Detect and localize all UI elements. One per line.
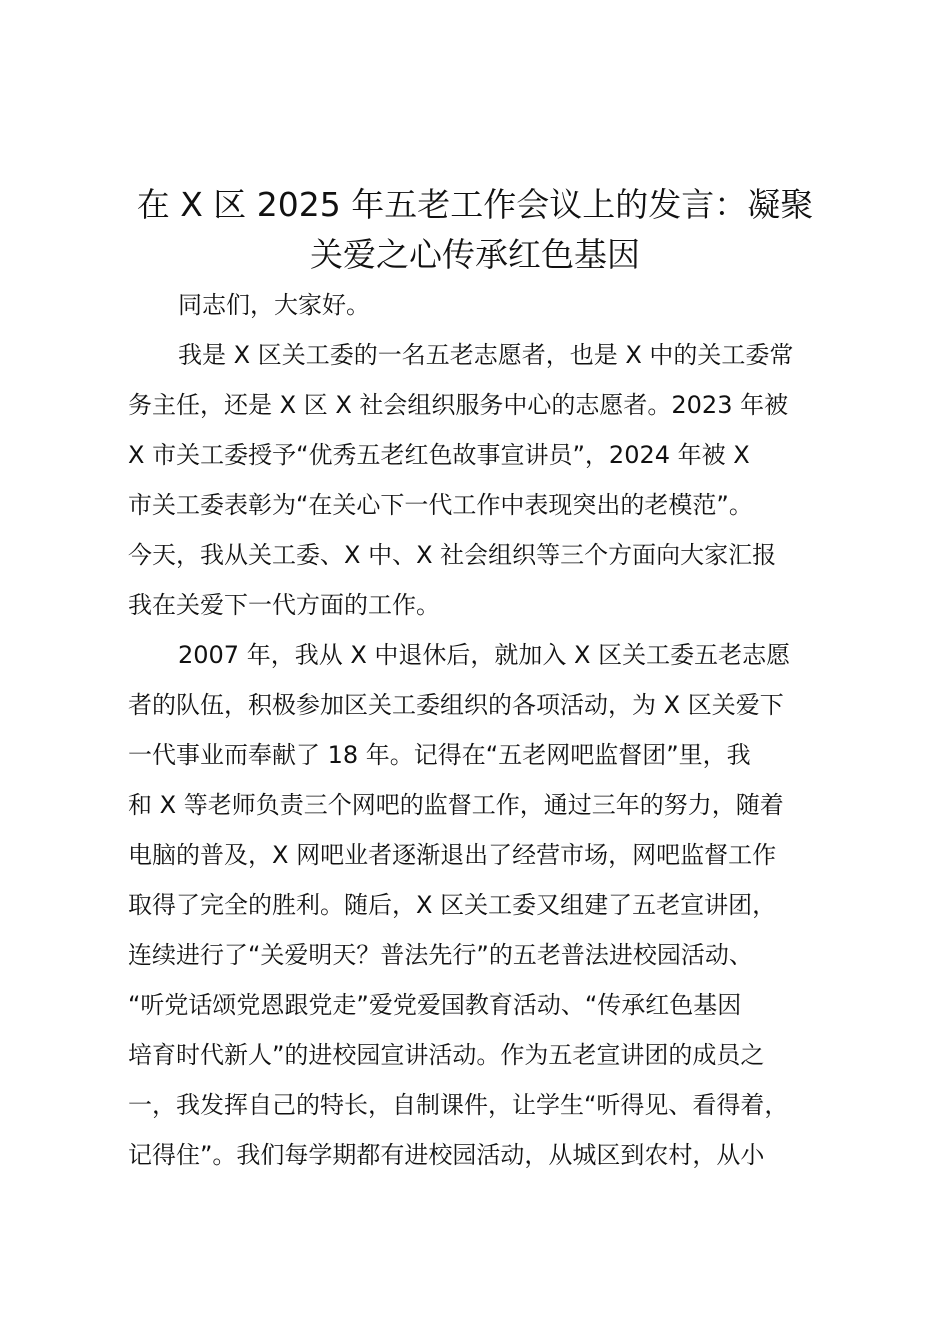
paragraph-1-line-1: 我是 X 区关工委的一名五老志愿者，也是 X 中的关工委常 <box>178 341 794 369</box>
paragraph-1-line-5: 今天，我从关工委、X 中、X 社会组织等三个方面向大家汇报 <box>128 541 777 569</box>
paragraph-1-line-4: 市关工委表彰为“在关心下一代工作中表现突出的老模范”。 <box>128 491 753 519</box>
paragraph-2-line-5: 电脑的普及，X 网吧业者逐渐退出了经营市场，网吧监督工作 <box>128 841 777 869</box>
paragraph-1-line-3: X 市关工委授予“优秀五老红色故事宣讲员”，2024 年被 X <box>128 441 750 469</box>
greeting-line: 同志们，大家好。 <box>178 291 370 319</box>
paragraph-2-line-1: 2007 年，我从 X 中退休后，就加入 X 区关工委五老志愿 <box>178 641 791 669</box>
paragraph-2-line-9: 培育时代新人”的进校园宣讲活动。作为五老宣讲团的成员之 <box>128 1041 765 1069</box>
document-title <box>110 180 840 280</box>
title-line-2: 关爱之心传承红色基因 <box>310 235 640 274</box>
paragraph-2-line-6: 取得了完全的胜利。随后，X 区关工委又组建了五老宣讲团， <box>128 891 777 919</box>
paragraph-2-line-2: 者的队伍，积极参加区关工委组织的各项活动，为 X 区关爱下 <box>128 691 784 719</box>
paragraph-2-line-3: 一代事业而奉献了 18 年。记得在“五老网吧监督团”里，我 <box>128 741 751 769</box>
paragraph-2-line-10: 一，我发挥自己的特长，自制课件，让学生“听得见、看得着， <box>128 1091 789 1119</box>
paragraph-1-line-2: 务主任，还是 X 区 X 社会组织服务中心的志愿者。2023 年被 <box>128 391 789 419</box>
paragraph-2-line-8: “听党话颂党恩跟党走”爱党爱国教育活动、“传承红色基因 <box>128 991 742 1019</box>
document-body <box>128 280 848 1180</box>
paragraph-2-line-11: 记得住”。我们每学期都有进校园活动，从城区到农村，从小 <box>128 1141 765 1169</box>
title-line-1: 在 X 区 2025 年五老工作会议上的发言：凝聚 <box>136 185 814 224</box>
paragraph-1-line-6: 我在关爱下一代方面的工作。 <box>128 591 440 619</box>
paragraph-2-line-4: 和 X 等老师负责三个网吧的监督工作，通过三年的努力，随着 <box>128 791 784 819</box>
paragraph-2-line-7: 连续进行了“关爱明天？普法先行”的五老普法进校园活动、 <box>128 941 753 969</box>
